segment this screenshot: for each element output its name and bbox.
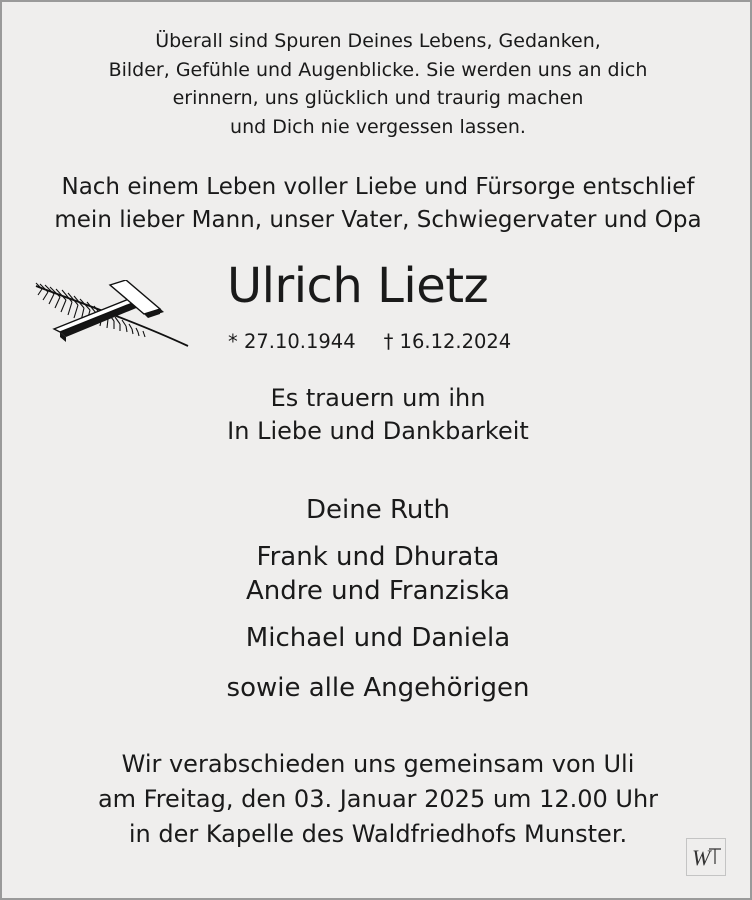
death-date: † 16.12.2024 — [383, 330, 512, 353]
verse-line: Überall sind Spuren Deines Lebens, Gedanken, — [155, 30, 601, 52]
publisher-logo-icon — [686, 838, 726, 876]
life-dates — [228, 328, 511, 356]
intro-line: mein lieber Mann, unser Vater, Schwiegervater und Opa — [54, 207, 702, 233]
spouse-name: Deine Ruth — [305, 495, 451, 525]
verse-line: und Dich nie vergessen lassen. — [230, 115, 526, 138]
birth-date: * 27.10.1944 — [228, 330, 356, 353]
service-line: Wir verabschieden uns gemeinsam von Uli — [121, 750, 635, 778]
cross-with-palm-frond-icon — [32, 280, 194, 352]
mourning-line: Es trauern um ihn — [270, 384, 486, 412]
memorial-verse — [2, 27, 752, 141]
mourning-line: In Liebe und Dankbarkeit — [227, 417, 529, 445]
announcement-intro — [2, 171, 752, 237]
logo-mark — [689, 842, 723, 872]
child-name: Frank und Dhurata — [256, 542, 500, 572]
verse-line: Bilder, Gefühle und Augenblicke. Sie werden uns an dich — [108, 58, 648, 81]
child-name: Michael und Daniela — [245, 623, 511, 653]
service-line: am Freitag, den 03. Januar 2025 um 12.00 Uhr — [97, 785, 659, 813]
deceased-name: Ulrich Lietz — [227, 258, 489, 314]
mourning-statement — [2, 382, 752, 448]
service-line: in der Kapelle des Waldfriedhofs Munster. — [128, 820, 628, 848]
child-name: Andre und Franziska — [246, 576, 510, 606]
logo-text: W — [692, 845, 711, 870]
funeral-service-info — [2, 747, 752, 852]
verse-line: erinnern, uns glücklich und traurig machen — [172, 87, 584, 109]
children-names — [2, 540, 752, 608]
relatives-line: sowie alle Angehörigen — [226, 673, 530, 703]
intro-line: Nach einem Leben voller Liebe und Fürsorge entschlief — [61, 174, 695, 200]
